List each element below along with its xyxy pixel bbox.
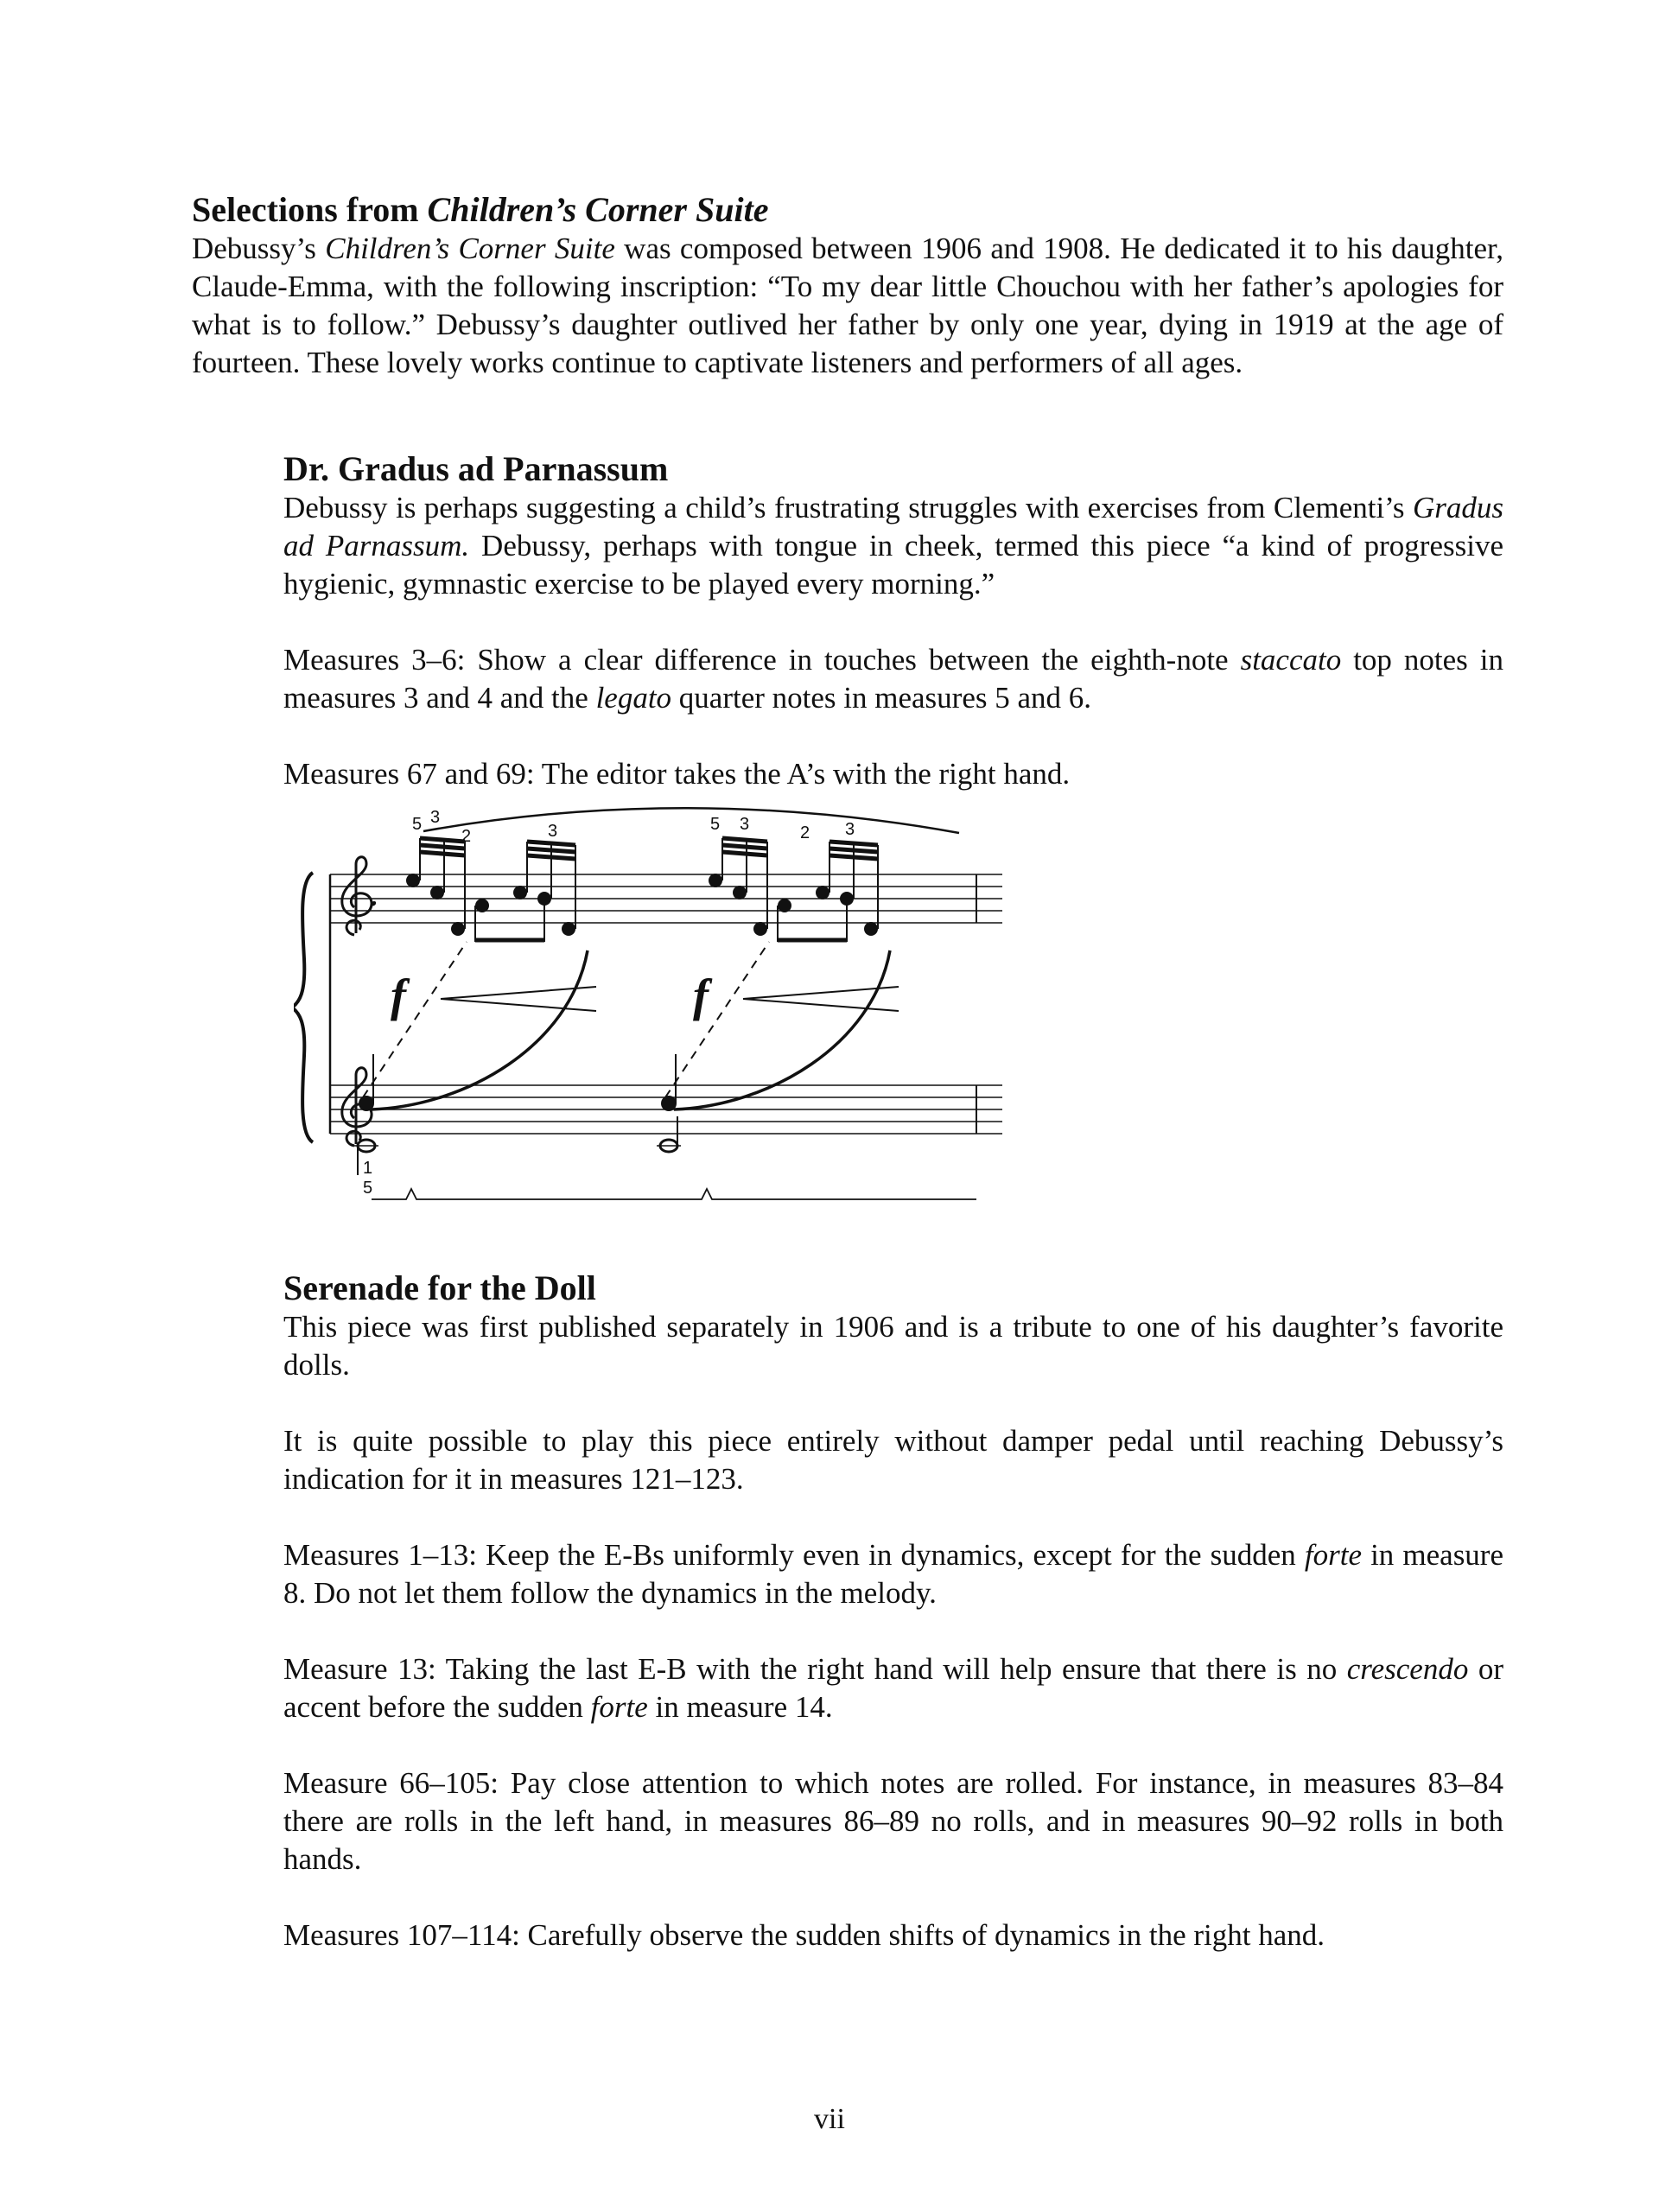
intro-text-b: was composed between 1906 and 1908. He dedicated it to his daughter, Claude-Emma, with the following inscription: “To my dear little Chouchou with her father’s apologies for what is to follow.” Debussy’s daughter outlived her father by only one year, dying in 1919 at the age of fourteen. These lovely works continue to captivate listeners and performers of all ages. [192, 232, 1503, 379]
slur [423, 808, 959, 833]
serenade-p3-italic: forte [1304, 1538, 1362, 1572]
serenade-p3-b: in measure 8. Do not let them follow the dynamics in the melody. [283, 1538, 1503, 1610]
section-gradus [283, 449, 1503, 793]
serenade-p4-b: or accent before the sudden [283, 1652, 1503, 1724]
serenade-paragraph-5: Measure 66–105: Pay close attention to which notes are rolled. For instance, in measures 83–84 there are rolls in the left hand, in measures 86–89 no rolls, and in measures 90–92 rolls in both hands. [283, 1766, 1503, 1876]
heading-italic: Children’s Corner Suite [427, 190, 769, 229]
page-number: vii [814, 2103, 845, 2135]
heading-plain: Selections from [192, 190, 428, 229]
brace [294, 873, 313, 1142]
gradus-p2-c: quarter notes in measures 5 and 6. [671, 681, 1092, 715]
serenade-paragraph-4 [283, 1650, 1503, 1726]
note-group-1 [370, 838, 575, 942]
intro-text-a: Debussy’s [192, 232, 326, 265]
gradus-paragraph-1 [283, 489, 1503, 603]
music-example [294, 804, 1002, 1201]
fingering: 5 [412, 815, 423, 834]
serenade-paragraph-2: It is quite possible to play this piece entirely without damper pedal until reaching Debussy’s indication for it in measures 121–123. [283, 1424, 1503, 1496]
serenade-p3-a: Measures 1–13: Keep the E-Bs uniformly even in dynamics, except for the sudden [283, 1538, 1305, 1572]
fingering: 2 [461, 827, 472, 846]
treble-staff-upper [330, 874, 1002, 923]
section-childrens-corner [192, 190, 1503, 382]
serenade-p4-a: Measure 13: Taking the last E-B with the right hand will help ensure that there is no [283, 1652, 1347, 1686]
section-serenade [283, 1268, 1503, 1955]
gradus-p2-b: top notes in measures 3 and 4 and the [283, 643, 1504, 715]
serenade-p4-italic-2: forte [590, 1690, 648, 1724]
fingering: 1 [363, 1159, 373, 1178]
dynamic-forte: f [693, 969, 709, 1021]
gradus-heading: Dr. Gradus ad Parnassum [283, 449, 669, 488]
serenade-p4-c: in measure 14. [647, 1690, 833, 1724]
fingering: 5 [363, 1179, 373, 1198]
svg-text:𝅘: 𝅘 [370, 886, 378, 912]
gradus-paragraph-3: Measures 67 and 69: The editor takes the A’s with the right hand. [283, 757, 1071, 791]
intro-paragraph [192, 230, 1503, 382]
dynamic-forte: f [391, 969, 406, 1021]
serenade-heading: Serenade for the Doll [283, 1268, 596, 1307]
intro-text-italic: Children’s Corner Suite [325, 232, 615, 265]
serenade-paragraph-3 [283, 1536, 1503, 1612]
serenade-p4-italic-1: crescendo [1346, 1652, 1469, 1686]
gradus-p2-italic-1: staccato [1240, 643, 1342, 677]
pedal-line [372, 1189, 976, 1199]
fingering: 3 [430, 808, 441, 827]
serenade-paragraph-6: Measures 107–114: Carefully observe the sudden shifts of dynamics in the right hand. [283, 1918, 1325, 1952]
fingering: 3 [845, 820, 855, 839]
gradus-p2-italic-2: legato [595, 681, 672, 715]
gradus-p1-b: Debussy, perhaps with tongue in cheek, termed this piece “a kind of progressive hygienic, gymnastic exercise to be played every morning.” [283, 529, 1503, 601]
fingering: 3 [740, 815, 750, 834]
gradus-p2-a: Measures 3–6: Show a clear difference in touches between the eighth-note [283, 643, 1241, 677]
gradus-paragraph-2 [283, 641, 1503, 717]
serenade-paragraph-1: This piece was first published separately in 1906 and is a tribute to one of his daughter’s favorite dolls. [283, 1310, 1503, 1382]
gradus-p1-italic: Gradus ad Parnassum. [283, 491, 1503, 563]
note-group-2 [709, 838, 878, 942]
fingering: 3 [548, 822, 558, 841]
fingering: 5 [710, 815, 721, 834]
section-heading [192, 190, 1503, 230]
fingering: 2 [800, 823, 810, 842]
gradus-p1-a: Debussy is perhaps suggesting a child’s frustrating struggles with exercises from Clementi’s [283, 491, 1413, 524]
